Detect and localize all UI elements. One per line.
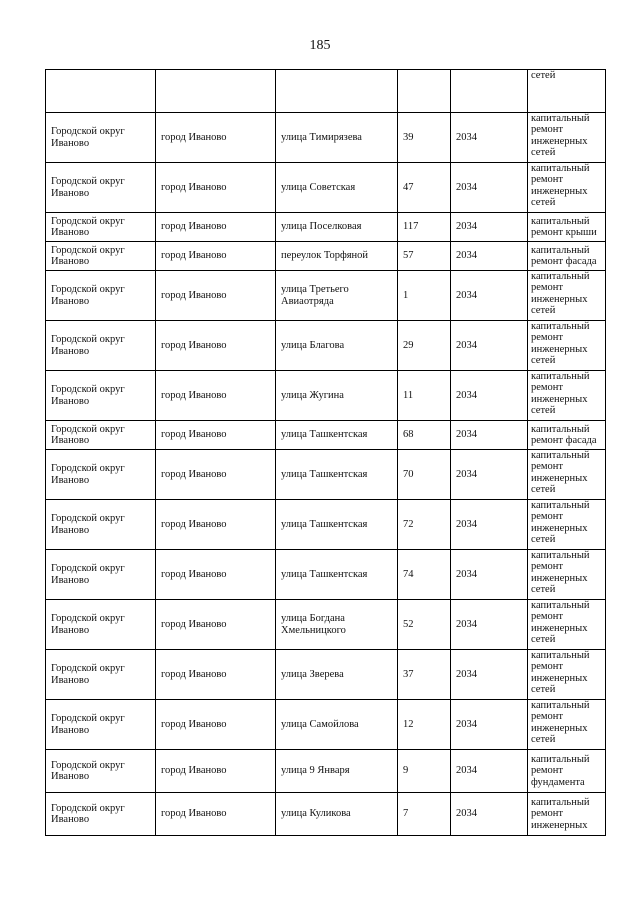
city-cell: город Иваново	[156, 450, 276, 500]
city-cell: город Иваново	[156, 793, 276, 836]
street-cell	[276, 70, 398, 113]
table-row	[46, 450, 606, 500]
city-cell: город Иваново	[156, 421, 276, 450]
year-cell: 2034	[451, 242, 528, 271]
table-row	[46, 242, 606, 271]
district-cell: Городской округ Иваново	[46, 321, 156, 371]
district-cell: Городской округ Иваново	[46, 650, 156, 700]
year-cell: 2034	[451, 500, 528, 550]
work-cell: капитальный ремонт инженерных сетей	[528, 450, 606, 500]
city-cell: город Иваново	[156, 213, 276, 242]
house-cell: 72	[398, 500, 451, 550]
street-cell: улица Тимирязева	[276, 113, 398, 163]
street-cell: улица Богдана Хмельницкого	[276, 600, 398, 650]
house-cell: 9	[398, 750, 451, 793]
street-cell: улица 9 Января	[276, 750, 398, 793]
house-cell: 11	[398, 371, 451, 421]
table-row	[46, 793, 606, 836]
district-cell: Городской округ Иваново	[46, 421, 156, 450]
work-cell: капитальный ремонт инженерных сетей	[528, 271, 606, 321]
table-row	[46, 700, 606, 750]
street-cell: улица Жугина	[276, 371, 398, 421]
house-cell: 68	[398, 421, 451, 450]
work-cell: сетей	[528, 70, 606, 113]
city-cell: город Иваново	[156, 550, 276, 600]
street-cell: улица Ташкентская	[276, 450, 398, 500]
city-cell: город Иваново	[156, 163, 276, 213]
work-cell: капитальный ремонт фундамента	[528, 750, 606, 793]
street-cell: улица Ташкентская	[276, 500, 398, 550]
district-cell: Городской округ Иваново	[46, 550, 156, 600]
city-cell: город Иваново	[156, 500, 276, 550]
street-cell: улица Поселковая	[276, 213, 398, 242]
city-cell: город Иваново	[156, 700, 276, 750]
city-cell: город Иваново	[156, 371, 276, 421]
work-cell: капитальный ремонт крыши	[528, 213, 606, 242]
year-cell: 2034	[451, 271, 528, 321]
work-cell: капитальный ремонт инженерных сетей	[528, 113, 606, 163]
table-row	[46, 321, 606, 371]
year-cell: 2034	[451, 700, 528, 750]
district-cell: Городской округ Иваново	[46, 213, 156, 242]
district-cell: Городской округ Иваново	[46, 500, 156, 550]
district-cell: Городской округ Иваново	[46, 371, 156, 421]
house-cell: 57	[398, 242, 451, 271]
house-cell: 74	[398, 550, 451, 600]
house-cell: 12	[398, 700, 451, 750]
street-cell: улица Ташкентская	[276, 550, 398, 600]
table-row	[46, 421, 606, 450]
year-cell: 2034	[451, 600, 528, 650]
year-cell: 2034	[451, 450, 528, 500]
city-cell: город Иваново	[156, 113, 276, 163]
table-row	[46, 271, 606, 321]
house-cell: 29	[398, 321, 451, 371]
table-row	[46, 650, 606, 700]
year-cell: 2034	[451, 321, 528, 371]
table-row	[46, 500, 606, 550]
work-cell: капитальный ремонт фасада	[528, 242, 606, 271]
city-cell: город Иваново	[156, 321, 276, 371]
house-cell: 37	[398, 650, 451, 700]
table-row	[46, 371, 606, 421]
year-cell: 2034	[451, 650, 528, 700]
table-row	[46, 113, 606, 163]
street-cell: улица Куликова	[276, 793, 398, 836]
house-cell: 1	[398, 271, 451, 321]
district-cell: Городской округ Иваново	[46, 113, 156, 163]
repair-schedule-table	[45, 69, 606, 836]
work-cell: капитальный ремонт инженерных сетей	[528, 700, 606, 750]
district-cell: Городской округ Иваново	[46, 242, 156, 271]
street-cell: улица Ташкентская	[276, 421, 398, 450]
work-cell: капитальный ремонт инженерных сетей	[528, 163, 606, 213]
house-cell: 70	[398, 450, 451, 500]
table-row	[46, 70, 606, 113]
house-cell: 7	[398, 793, 451, 836]
district-cell: Городской округ Иваново	[46, 271, 156, 321]
house-cell: 52	[398, 600, 451, 650]
year-cell: 2034	[451, 793, 528, 836]
year-cell: 2034	[451, 113, 528, 163]
street-cell: улица Самойлова	[276, 700, 398, 750]
street-cell: переулок Торфяной	[276, 242, 398, 271]
house-cell: 117	[398, 213, 451, 242]
district-cell: Городской округ Иваново	[46, 163, 156, 213]
city-cell: город Иваново	[156, 242, 276, 271]
table-row	[46, 750, 606, 793]
city-cell	[156, 70, 276, 113]
year-cell: 2034	[451, 371, 528, 421]
district-cell: Городской округ Иваново	[46, 700, 156, 750]
work-cell: капитальный ремонт инженерных сетей	[528, 371, 606, 421]
street-cell: улица Советская	[276, 163, 398, 213]
table-row	[46, 163, 606, 213]
work-cell: капитальный ремонт инженерных сетей	[528, 600, 606, 650]
year-cell: 2034	[451, 163, 528, 213]
year-cell: 2034	[451, 213, 528, 242]
house-cell: 39	[398, 113, 451, 163]
work-cell: капитальный ремонт инженерных сетей	[528, 500, 606, 550]
city-cell: город Иваново	[156, 600, 276, 650]
district-cell: Городской округ Иваново	[46, 793, 156, 836]
work-cell: капитальный ремонт инженерных сетей	[528, 550, 606, 600]
year-cell: 2034	[451, 750, 528, 793]
district-cell	[46, 70, 156, 113]
work-cell: капитальный ремонт инженерных	[528, 793, 606, 836]
street-cell: улица Благова	[276, 321, 398, 371]
house-cell: 47	[398, 163, 451, 213]
street-cell: улица Третьего Авиаотряда	[276, 271, 398, 321]
city-cell: город Иваново	[156, 750, 276, 793]
district-cell: Городской округ Иваново	[46, 600, 156, 650]
page-number: 185	[309, 38, 331, 53]
work-cell: капитальный ремонт фасада	[528, 421, 606, 450]
table-row	[46, 600, 606, 650]
year-cell	[451, 70, 528, 113]
district-cell: Городской округ Иваново	[46, 450, 156, 500]
year-cell: 2034	[451, 550, 528, 600]
table-row	[46, 550, 606, 600]
street-cell: улица Зверева	[276, 650, 398, 700]
district-cell: Городской округ Иваново	[46, 750, 156, 793]
work-cell: капитальный ремонт инженерных сетей	[528, 650, 606, 700]
work-cell: капитальный ремонт инженерных сетей	[528, 321, 606, 371]
year-cell: 2034	[451, 421, 528, 450]
house-cell	[398, 70, 451, 113]
city-cell: город Иваново	[156, 271, 276, 321]
table-row	[46, 213, 606, 242]
city-cell: город Иваново	[156, 650, 276, 700]
